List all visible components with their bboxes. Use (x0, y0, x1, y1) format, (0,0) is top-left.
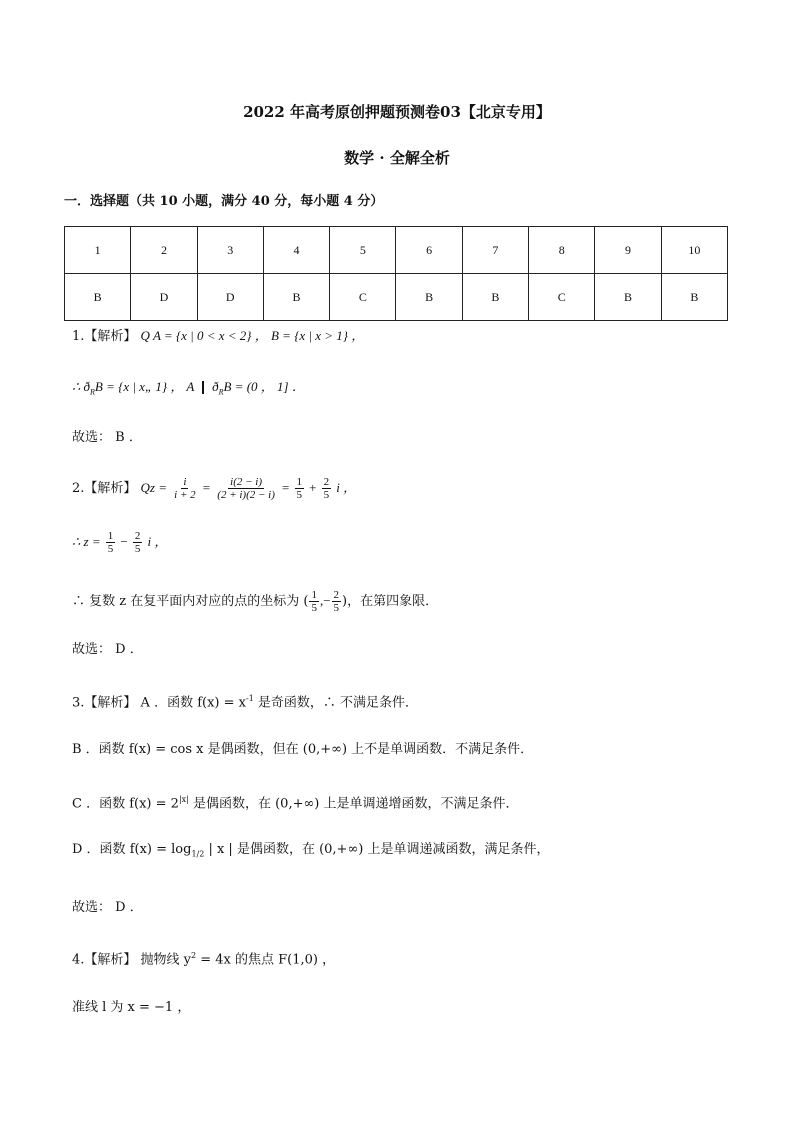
fraction-denominator: i + 2 (174, 489, 196, 501)
formula-text: )，在第四象限． (342, 594, 439, 609)
solution-2-line-2 (72, 530, 167, 555)
table-cell: 1 (65, 227, 131, 274)
solution-4-line-2: 准线 l 为 x = −1 ， (72, 1000, 191, 1015)
plus-sign: + (309, 480, 317, 495)
formula-text: A ．函数 f(x) = x (140, 695, 246, 711)
solution-3-label: 3.【解析】 (72, 695, 137, 711)
fraction-denominator: 5 (134, 543, 141, 555)
fraction (295, 476, 305, 501)
formula-text: ∴ 复数 z 在复平面内对应的点的坐标为 ( (72, 594, 309, 609)
solution-3-answer: 故选： D ． (72, 900, 143, 915)
fraction-denominator: 5 (333, 602, 340, 614)
solution-2-line-3 (72, 589, 438, 614)
fraction-numerator: 2 (333, 589, 340, 601)
formula-text: ð (212, 379, 219, 394)
formula-text: 抛物线 y (140, 952, 192, 968)
formula-text: 是偶函数，在 (0,+∞) 上是单调递增函数，不满足条件． (188, 796, 519, 812)
table-cell: B (595, 274, 661, 321)
formula-text: C ．函数 f(x) = 2 (72, 796, 179, 812)
solution-1-line-1 (72, 326, 364, 347)
table-cell: 10 (661, 227, 727, 274)
table-cell: B (263, 274, 329, 321)
fraction (133, 530, 143, 555)
table-cell: B (65, 274, 131, 321)
solution-3-line-d (72, 840, 549, 865)
formula-subscript: 1/2 (191, 849, 205, 859)
formula-text: Qz = (140, 480, 168, 495)
comma-minus: ,− (319, 593, 331, 608)
answer-table (64, 226, 728, 321)
solution-3-line-b: B ．函数 f(x) = cos x 是偶函数，但在 (0,+∞) 上不是单调函数．不满足条件． (72, 742, 534, 757)
solution-1-formula: Q A = {x | 0 < x < 2} ， B = {x | x > 1} ， (140, 328, 365, 343)
fraction-numerator: i (183, 476, 187, 488)
fraction-denominator: 5 (311, 602, 317, 614)
table-cell: D (197, 274, 263, 321)
fraction (309, 589, 319, 614)
solution-4-label: 4.【解析】 (72, 952, 137, 968)
page-subtitle: 数学 · 全解全析 (344, 149, 450, 167)
solution-4-line-1 (72, 946, 335, 970)
solution-1-answer: 故选： B ． (72, 430, 142, 445)
table-cell: 7 (462, 227, 528, 274)
formula-subscript: R (90, 387, 95, 397)
table-cell: 5 (330, 227, 396, 274)
formula-subscript: R (218, 387, 224, 397)
formula-text: ∴ ð (72, 379, 91, 394)
solution-3-line-a (72, 689, 418, 713)
table-cell: 8 (529, 227, 595, 274)
table-cell: 3 (197, 227, 263, 274)
formula-text: = 4x 的焦点 F(1,0) ， (196, 952, 336, 968)
table-cell: C (330, 274, 396, 321)
formula-text: D ．函数 f(x) = log (72, 842, 192, 857)
equals-sign: = (202, 480, 211, 495)
fraction-denominator: 5 (107, 543, 114, 555)
intersection-bar (202, 381, 204, 394)
formula-text: i ， (147, 534, 168, 549)
solution-2-line-1 (72, 476, 356, 501)
formula-text: i ， (336, 480, 357, 495)
fraction-numerator: 1 (296, 476, 303, 488)
table-cell: B (462, 274, 528, 321)
section-heading: 一．选择题（共 10 小题，满分 40 分，每小题 4 分） (64, 194, 384, 209)
fraction-denominator: 5 (323, 489, 330, 501)
table-cell: 6 (396, 227, 462, 274)
formula-text: | x | 是偶函数，在 (0,+∞) 上是单调递减函数，满足条件， (204, 842, 550, 857)
solution-1-line-2 (72, 377, 305, 403)
table-cell: 2 (131, 227, 197, 274)
formula-superscript: |x| (178, 795, 189, 804)
solution-1-label: 1.【解析】 (72, 329, 137, 344)
fraction-numerator: i(2 − i) (230, 476, 263, 488)
formula-superscript: -1 (245, 694, 254, 703)
table-cell: C (529, 274, 595, 321)
fraction-numerator: 2 (323, 476, 330, 488)
fraction-numerator: 1 (311, 589, 317, 601)
minus-sign: − (120, 534, 128, 549)
fraction-numerator: 2 (134, 530, 141, 542)
answer-table-answer-row (65, 274, 728, 321)
table-cell: 9 (595, 227, 661, 274)
table-cell: D (131, 274, 197, 321)
fraction (215, 476, 277, 501)
fraction-numerator: 1 (107, 530, 114, 542)
formula-superscript: 2 (191, 951, 197, 960)
fraction (172, 476, 197, 501)
solution-2-label: 2.【解析】 (72, 481, 137, 496)
equals-sign: = (282, 480, 290, 495)
fraction-denominator: (2 + i)(2 − i) (217, 489, 275, 501)
fraction-denominator: 5 (296, 489, 303, 501)
table-cell: B (661, 274, 727, 321)
table-cell: 4 (263, 227, 329, 274)
solution-2-answer: 故选： D ． (72, 642, 143, 657)
formula-text: 是奇函数，∴ 不满足条件． (253, 695, 419, 711)
fraction (332, 589, 342, 614)
fraction (322, 476, 332, 501)
fraction (106, 530, 116, 555)
formula-text: ∴ z = (72, 534, 101, 549)
table-cell: B (396, 274, 462, 321)
answer-table-number-row (65, 227, 728, 274)
formula-text: B = {x | x„ 1} ， A (94, 379, 195, 394)
page-title: 2022 年高考原创押题预测卷03【北京专用】 (243, 103, 551, 121)
formula-text: B = (0 ， 1] ． (223, 379, 305, 394)
solution-3-line-c (72, 790, 519, 814)
